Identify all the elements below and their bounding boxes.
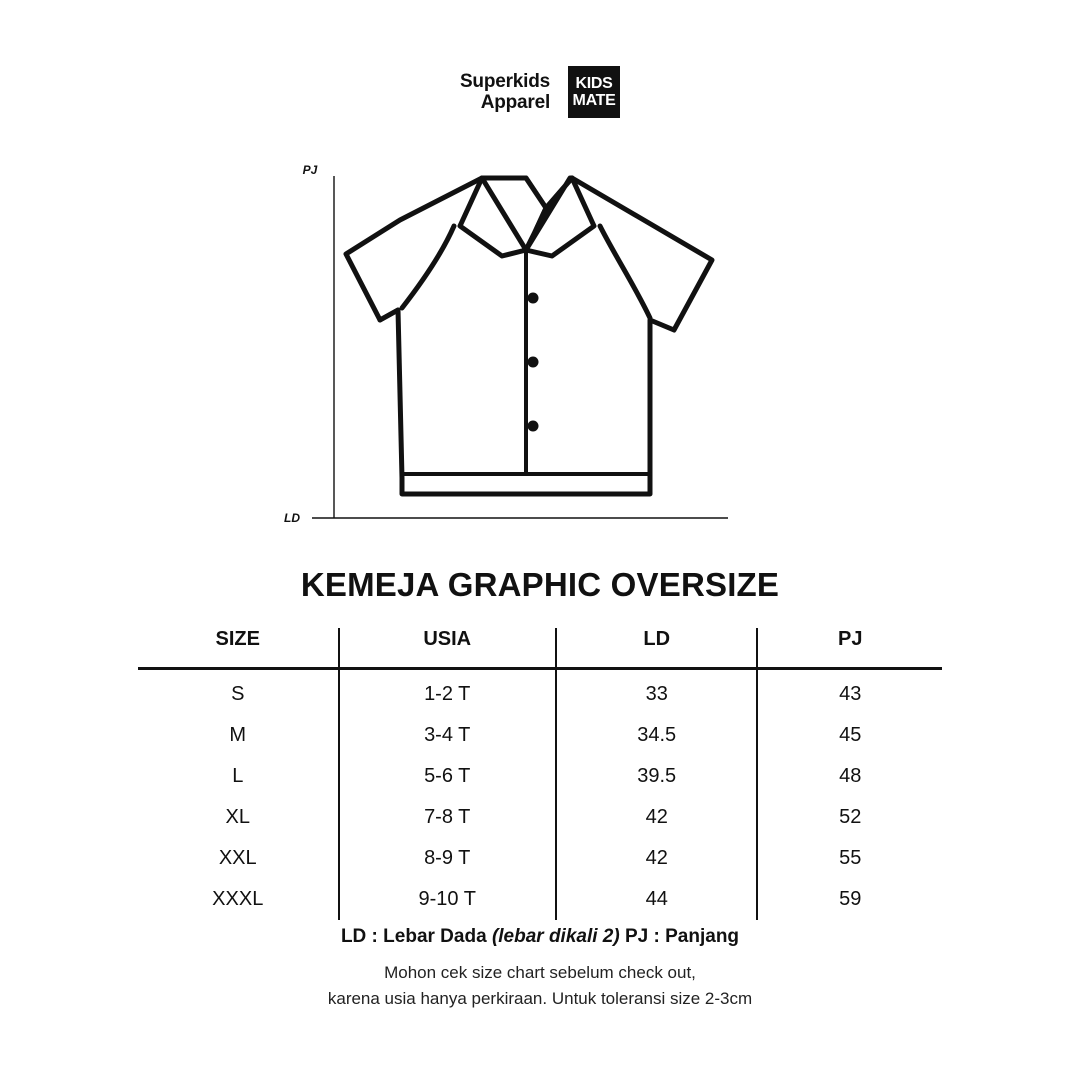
cell-size: L — [232, 765, 244, 787]
cell-usia: 1-2 T — [339, 669, 556, 716]
cell-ld: 39.5 — [556, 756, 758, 797]
column-header-ld: LD — [556, 628, 758, 669]
table-row — [138, 879, 942, 920]
table-row — [138, 669, 942, 716]
table-header-row — [138, 628, 942, 669]
cell-usia: 5-6 T — [339, 756, 556, 797]
cell-size: XXXL — [212, 888, 264, 910]
brand-header — [0, 66, 1080, 118]
badge-line1: KIDS — [575, 75, 613, 92]
garment-illustration — [250, 130, 830, 550]
size-table-wrapper — [138, 628, 942, 920]
cell-ld: 34.5 — [556, 715, 758, 756]
cell-size: XXL — [218, 847, 257, 869]
column-header-usia: USIA — [339, 628, 556, 669]
cell-ld: 44 — [556, 879, 758, 920]
brand-name-line1: Superkids — [459, 71, 551, 92]
table-row — [138, 838, 942, 879]
legend-pj-text: PJ : Panjang — [619, 926, 740, 947]
table-row — [138, 756, 942, 797]
page-title: KEMEJA GRAPHIC OVERSIZE — [300, 566, 780, 603]
table-row — [138, 715, 942, 756]
cell-pj: 45 — [757, 715, 942, 756]
shirt-outline — [346, 178, 712, 494]
column-header-size: SIZE — [215, 628, 260, 650]
cell-ld: 42 — [556, 797, 758, 838]
cell-size: S — [231, 683, 245, 705]
size-table — [138, 628, 942, 920]
cell-usia: 7-8 T — [339, 797, 556, 838]
size-table-body — [138, 669, 942, 921]
cell-pj: 52 — [757, 797, 942, 838]
pj-axis-label: PJ — [302, 163, 318, 177]
kidsmate-logo-badge — [568, 66, 620, 118]
cell-ld: 42 — [556, 838, 758, 879]
ld-axis-label: LD — [284, 511, 300, 525]
disclaimer-note — [0, 960, 1080, 1012]
note-line-1: Mohon cek size chart sebelum check out, — [384, 963, 696, 982]
cell-pj: 59 — [757, 879, 942, 920]
cell-usia: 9-10 T — [339, 879, 556, 920]
legend-ld-prefix: LD : Lebar Dada — [340, 926, 492, 947]
brand-name — [460, 71, 550, 113]
cell-size: M — [229, 724, 247, 746]
legend-ld-italic: (lebar dikali 2) — [491, 926, 620, 947]
cell-pj: 43 — [757, 669, 942, 716]
cell-pj: 48 — [757, 756, 942, 797]
cell-pj: 55 — [757, 838, 942, 879]
table-row — [138, 797, 942, 838]
note-line-2: karena usia hanya perkiraan. Untuk toleransi size 2-3cm — [327, 989, 753, 1008]
size-table-head — [138, 628, 942, 669]
measurement-legend — [0, 926, 1080, 948]
cell-ld: 33 — [556, 669, 758, 716]
cell-size: XL — [225, 806, 250, 828]
cell-usia: 3-4 T — [339, 715, 556, 756]
column-header-pj: PJ — [757, 628, 942, 669]
cell-usia: 8-9 T — [339, 838, 556, 879]
brand-name-line2: Apparel — [480, 92, 551, 113]
badge-line2: MATE — [572, 92, 616, 109]
